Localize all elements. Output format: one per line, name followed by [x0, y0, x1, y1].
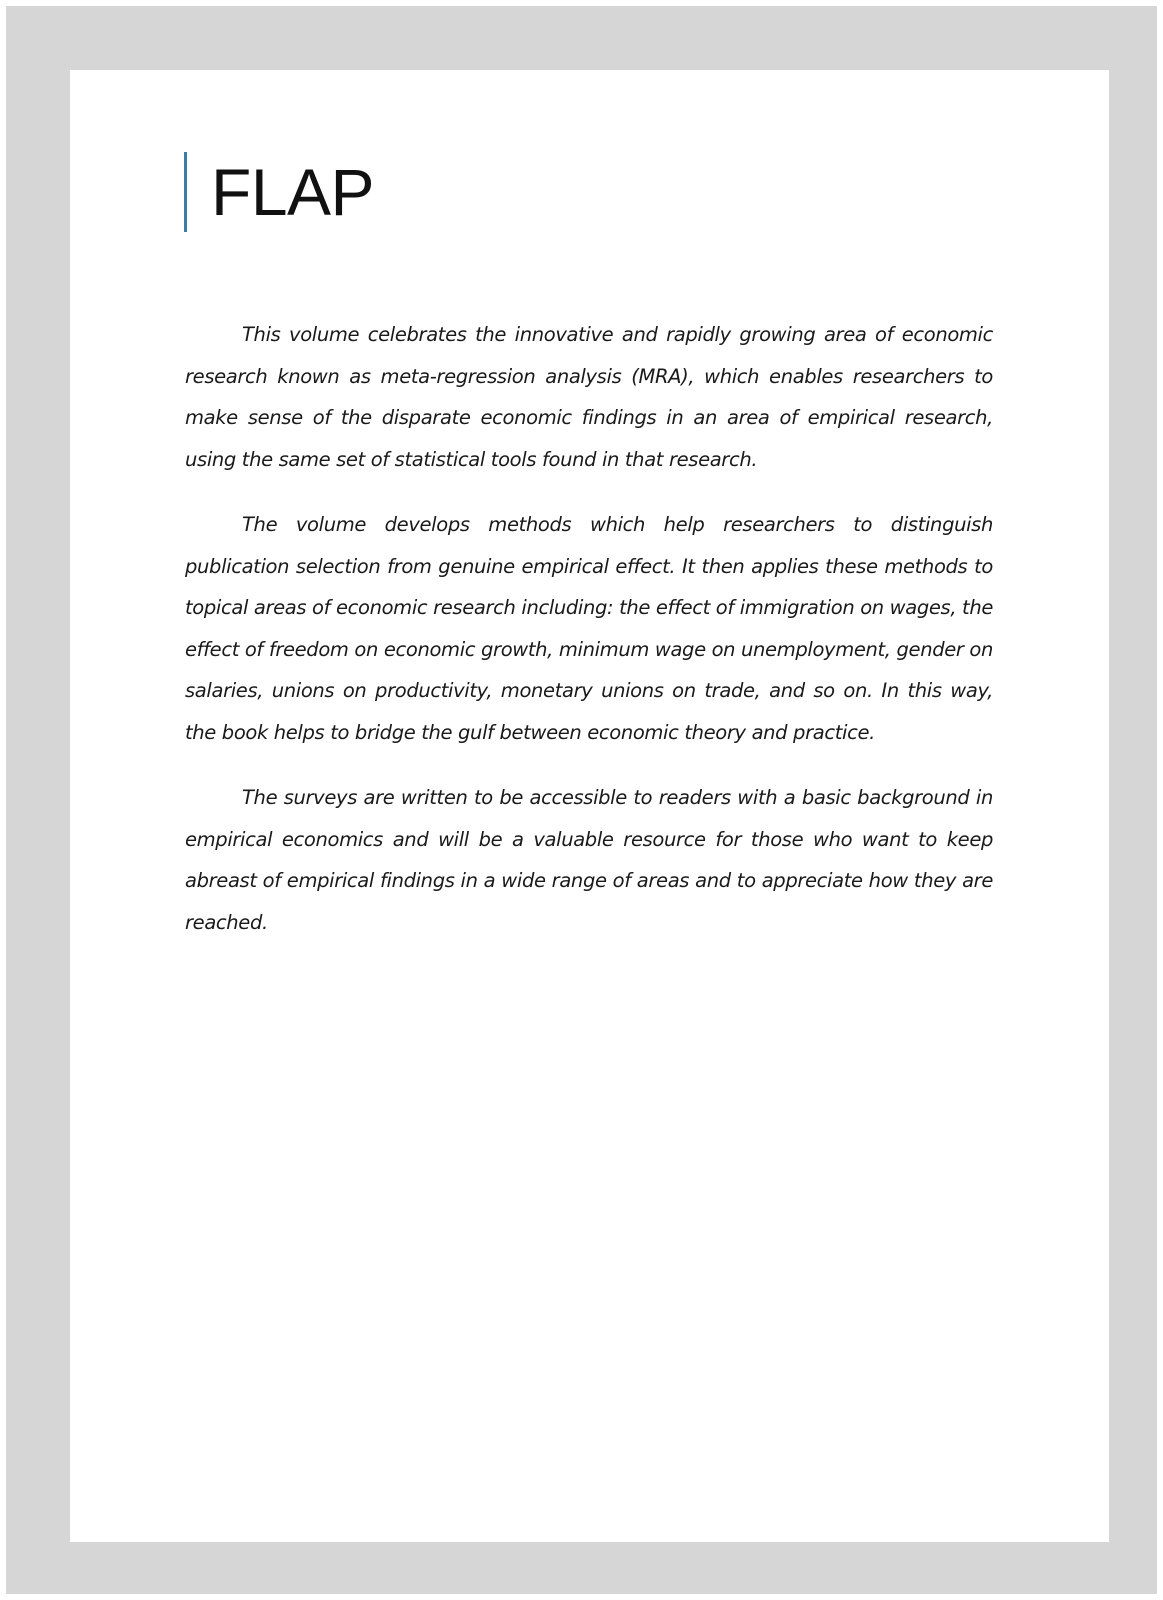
body-text [185, 314, 993, 967]
page-frame [6, 6, 1157, 1594]
paragraph-2: The volume develops methods which help researchers to distinguish publication selection from genuine empirical effect. It then applies these methods to topical areas of economic research including: the effect of immigration on wages, the effect of freedom on economic growth, minimum wage on unemployment, gender on salaries, unions on productivity, monetary unions on trade, and so on. In this way, the book helps to bridge the gulf between economic theory and practice. [185, 513, 993, 744]
paragraph-3: The surveys are written to be accessible to readers with a basic background in empirical economics and will be a valuable resource for those who want to keep abreast of empirical findings in a wide range of areas and to appreciate how they are reached. [185, 786, 993, 934]
paragraph-1: This volume celebrates the innovative and rapidly growing area of economic research known as meta-regression analysis (MRA), which enables researchers to make sense of the disparate economic findings in an area of empirical research, using the same set of statistical tools found in that research. [185, 323, 993, 471]
title-accent-bar [184, 152, 187, 232]
document-page [70, 70, 1109, 1542]
page-title: FLAP [211, 155, 375, 229]
